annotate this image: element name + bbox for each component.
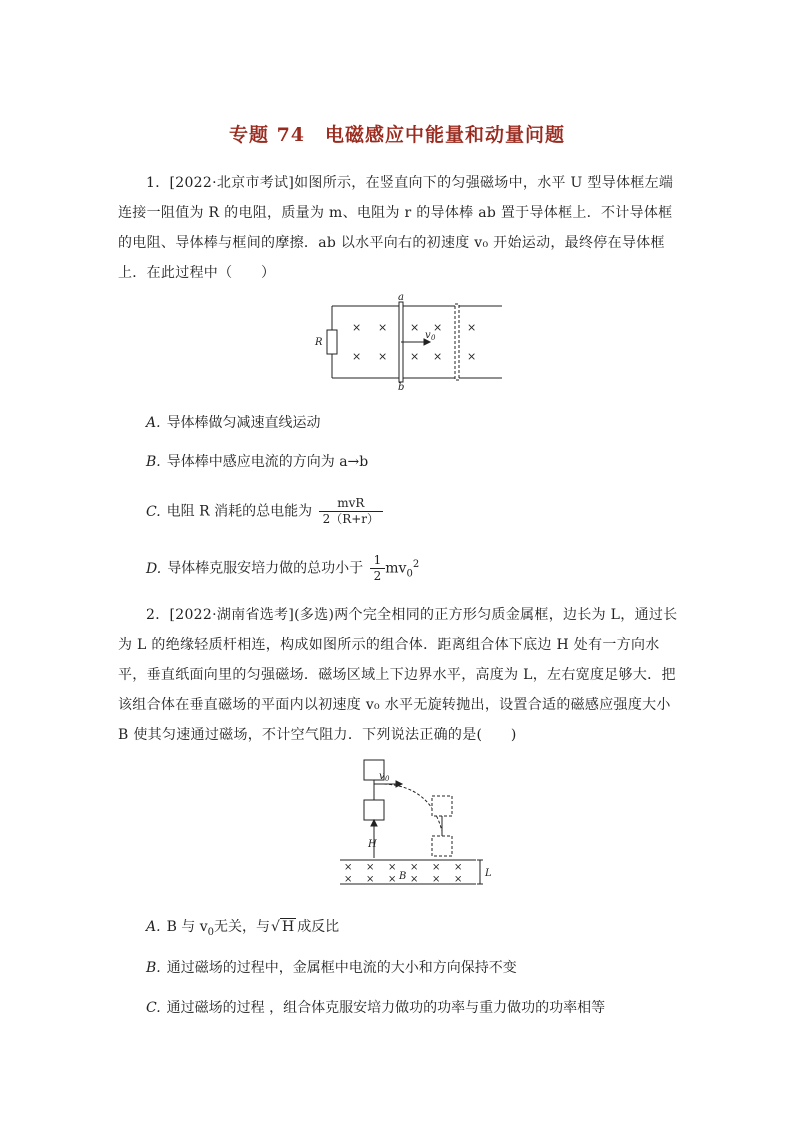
lower-frame-final (432, 836, 452, 856)
label-v0-sub: 0 (431, 334, 436, 342)
svg-text:×: × (344, 874, 353, 885)
svg-text:×: × (410, 874, 419, 885)
svg-text:×: × (344, 862, 353, 873)
q1-option-c: C. 电阻 R 消耗的总电能为 $\frac{\text{mvR}}{2(R+r)}$ (146, 496, 383, 527)
lower-frame (364, 800, 384, 820)
label-h: H (368, 839, 377, 850)
svg-text:×: × (467, 321, 477, 334)
label-v0-sub: 0 (385, 775, 390, 783)
question-2-text: 2．[2022·湖南省选考](多选)两个完全相同的正方形匀质金属框，边长为 L，通过长为 L 的绝缘轻质杆相连，构成如图所示的组合体．距离组合体下底边 H 处有一方向水平，垂直纸面向里的匀强磁场．磁场区域上下边界水平，高度为 L，左右宽度足够大．把该组合体在垂直磁场的平面内以初速度 v₀ 水平无旋转抛出，设置合适的磁感应强度大小 B 使其匀速通过磁场，不计空气阻力．下列说法正确的是( ) (118, 607, 678, 743)
svg-text:×: × (352, 321, 362, 334)
q1-option-b: B. 导体棒中感应电流的方向为 a→b (146, 454, 369, 470)
q1-option-d: D. 导体棒克服安培力做的总功小于 $\frac{1}{2}$ $mv_0^2$ (146, 553, 420, 583)
page-title: 专题 74 电磁感应中能量和动量问题 (228, 124, 566, 146)
svg-text:×: × (388, 862, 397, 873)
label-b: B (399, 871, 407, 882)
svg-text:×: × (410, 321, 420, 334)
label-a: a (398, 292, 404, 303)
svg-text:×: × (378, 321, 388, 334)
sqrt-h: √ H (271, 919, 295, 935)
resistor-r (327, 330, 337, 354)
label-r: R (315, 337, 323, 348)
svg-text:×: × (378, 350, 388, 363)
svg-text:×: × (433, 350, 443, 363)
svg-text:×: × (388, 874, 397, 885)
fraction-mvr: $\frac{\text{mvR}}{2(R+r)}$ (319, 496, 383, 527)
q1-option-a: A. 导体棒做匀减速直线运动 (146, 415, 321, 431)
svg-text:×: × (454, 862, 463, 873)
svg-text:×: × (352, 350, 362, 363)
fraction-half: $\frac{1}{2}$ (370, 553, 386, 584)
svg-text:×: × (432, 874, 441, 885)
label-b: b (398, 382, 405, 392)
svg-text:×: × (467, 350, 477, 363)
label-v0: v (379, 771, 385, 782)
label-l: L (485, 868, 492, 879)
svg-text:×: × (433, 321, 443, 334)
q2-option-a: A. B 与 $v_0$无关，与√ H 成反比 (146, 916, 339, 944)
svg-text:×: × (454, 874, 463, 885)
svg-text:×: × (366, 862, 375, 873)
svg-text:×: × (366, 874, 375, 885)
label-v0: v (425, 330, 431, 341)
svg-text:×: × (410, 862, 419, 873)
upper-frame-final (432, 796, 452, 816)
svg-text:×: × (410, 350, 420, 363)
q2-option-c: C. 通过磁场的过程 ，组合体克服安培力做功的功率与重力做功的功率相等 (146, 1000, 606, 1016)
question-1-text: 1．[2022·北京市考试]如图所示，在竖直向下的匀强磁场中，水平 U 型导体框左端连接一阻值为 R 的电阻，质量为 m、电阻为 r 的导体棒 ab 置于导体框上．不计导体框的电阻、导体棒与框间的摩擦．ab 以水平向右的初速度 v₀ 开始运动，最终停在导体框上．在此过程中（ ） (118, 175, 674, 281)
rod-final-position (455, 304, 459, 380)
question-2-figure (338, 756, 498, 891)
svg-text:×: × (432, 862, 441, 873)
q2-option-b: B. 通过磁场的过程中，金属框中电流的大小和方向保持不变 (146, 960, 517, 976)
question-1-figure (312, 292, 512, 392)
